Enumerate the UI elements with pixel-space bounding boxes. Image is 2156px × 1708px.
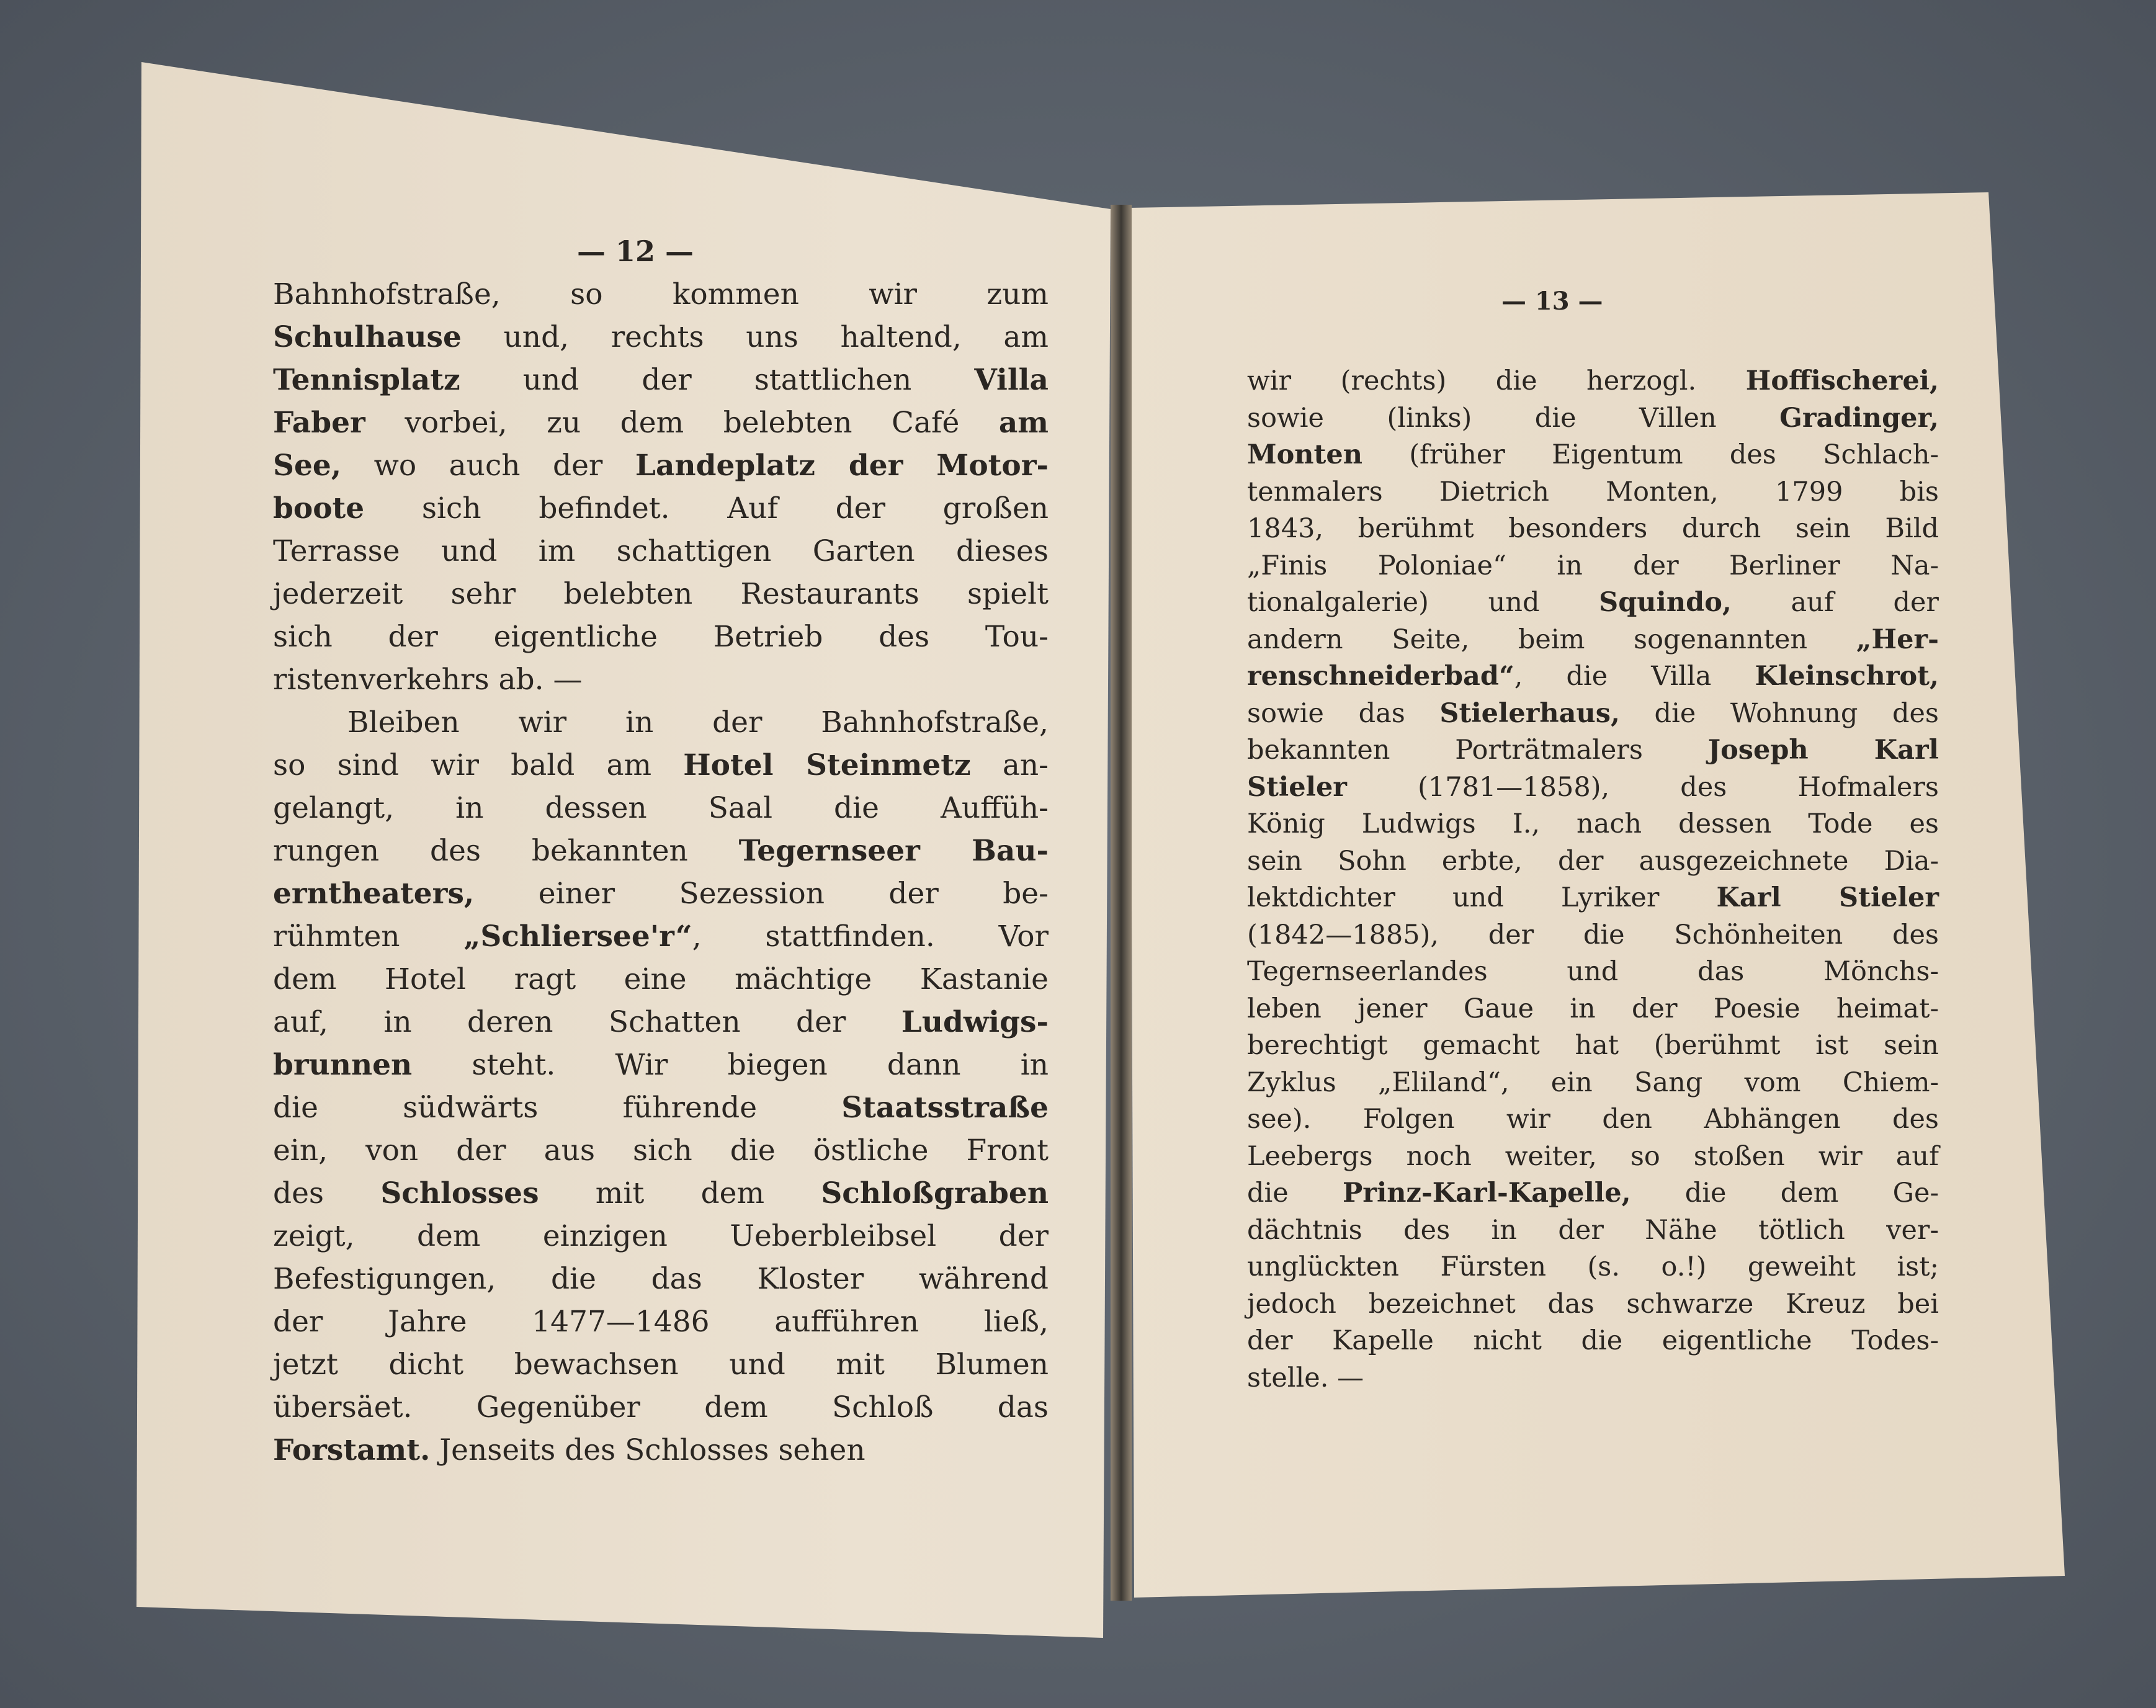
text-line — [273, 829, 1049, 872]
text-run: bekannten Porträtmalers — [1247, 735, 1708, 766]
text-run: steht. Wir biegen dann in — [412, 1048, 1049, 1082]
text-run: die — [1247, 1178, 1343, 1209]
text-run: jederzeit sehr belebten Restaurants spielt — [273, 577, 1049, 611]
text-run: die dem Ge- — [1630, 1178, 1939, 1209]
text-run: dächtnis des in der Nähe tötlich ver- — [1247, 1214, 1939, 1246]
bold-text: See, — [273, 449, 342, 483]
bold-text: am — [998, 406, 1049, 440]
text-run: Bahnhofstraße, so kommen wir zum — [273, 277, 1049, 311]
bold-text: Schlosses — [380, 1176, 539, 1210]
text-run: tionalgalerie) und — [1247, 587, 1599, 618]
bold-text: Hotel Steinmetz — [683, 748, 971, 782]
bold-text: renschneiderbad“ — [1247, 661, 1514, 692]
bold-text: „Schliersee'r“ — [463, 919, 692, 954]
text-run: stelle. — — [1247, 1362, 1364, 1393]
bold-text: brunnen — [273, 1048, 413, 1082]
text-line — [273, 444, 1049, 487]
text-line — [273, 658, 1049, 701]
text-line — [1247, 1323, 1939, 1360]
bold-text: Stielerhaus, — [1439, 697, 1620, 729]
text-run: , stattfinden. Vor — [692, 919, 1049, 954]
bold-text: erntheaters, — [273, 877, 475, 911]
bold-text: Tennisplatz — [273, 363, 460, 397]
text-run: zeigt, dem einzigen Ueberbleibsel der — [273, 1219, 1049, 1253]
text-line — [273, 1258, 1049, 1300]
text-line — [1247, 400, 1939, 437]
text-line — [273, 487, 1049, 530]
bold-text: Tegernseer Bau- — [738, 834, 1049, 868]
text-run: unglückten Fürsten (s. o.!) geweiht ist; — [1247, 1251, 1939, 1282]
text-run: sowie das — [1247, 697, 1440, 729]
text-run: , die Villa — [1514, 661, 1755, 692]
text-line — [273, 615, 1049, 658]
text-run: rühmten — [273, 919, 464, 954]
text-line — [273, 1386, 1049, 1429]
bold-text: Joseph Karl — [1707, 735, 1939, 766]
text-run: wo auch der — [341, 449, 635, 483]
text-run: und, rechts uns haltend, am — [461, 320, 1049, 354]
text-run: (1781—1858), des Hofmalers — [1346, 771, 1939, 803]
text-run: wir (rechts) die herzogl. — [1247, 365, 1746, 396]
text-line — [273, 701, 1049, 744]
text-run: sich der eigentliche Betrieb des Tou- — [273, 620, 1049, 654]
text-line — [1247, 1138, 1939, 1176]
text-line — [1247, 511, 1939, 548]
bold-text: boote — [273, 491, 365, 525]
text-run: die Wohnung des — [1619, 697, 1939, 729]
text-run: sein Sohn erbte, der ausgezeichnete Dia- — [1247, 845, 1939, 877]
text-line — [273, 787, 1049, 829]
bold-text: Forstamt. — [273, 1433, 431, 1467]
text-run: ein, von der aus sich die östliche Front — [273, 1133, 1049, 1168]
right-page-text — [1247, 363, 1939, 1397]
bold-text: Schloßgraben — [821, 1176, 1049, 1210]
text-line — [1247, 1212, 1939, 1250]
text-run: an- — [970, 748, 1049, 782]
text-line — [1247, 1249, 1939, 1286]
text-line — [1247, 954, 1939, 991]
text-line — [1247, 548, 1939, 585]
text-line — [273, 1343, 1049, 1386]
text-line — [273, 915, 1049, 958]
text-run: „Finis Poloniae“ in der Berliner Na- — [1247, 550, 1939, 581]
bold-text: Kleinschrot, — [1755, 661, 1939, 692]
text-run: und der stattlichen — [460, 363, 975, 397]
bold-text: Landeplatz der Motor- — [635, 449, 1049, 483]
text-line — [1247, 1175, 1939, 1212]
text-line — [1247, 474, 1939, 511]
text-run: (früher Eigentum des Schlach- — [1362, 439, 1939, 470]
bold-text: Ludwigs- — [901, 1005, 1049, 1039]
bold-text: „Her- — [1856, 624, 1939, 655]
text-run: König Ludwigs I., nach dessen Tode es — [1247, 808, 1939, 839]
text-run: jedoch bezeichnet das schwarze Kreuz bei — [1247, 1288, 1939, 1320]
text-line — [1247, 695, 1939, 733]
bold-text: Schulhause — [273, 320, 462, 354]
text-run: lektdichter und Lyriker — [1247, 882, 1717, 913]
bold-text: Monten — [1247, 439, 1363, 470]
text-run: (1842—1885), der die Schönheiten des — [1247, 919, 1939, 950]
text-run: auf, in deren Schatten der — [273, 1005, 901, 1039]
text-line — [1247, 437, 1939, 474]
text-run: Jenseits des Schlosses sehen — [430, 1433, 866, 1467]
text-line — [273, 1129, 1049, 1172]
text-run: tenmalers Dietrich Monten, 1799 bis — [1247, 476, 1939, 507]
text-line — [1247, 880, 1939, 917]
text-run: übersäet. Gegenüber dem Schloß das — [273, 1390, 1049, 1424]
text-run: rungen des bekannten — [273, 834, 739, 868]
text-run: Leebergs noch weiter, so stoßen wir auf — [1247, 1140, 1939, 1172]
text-run: der Kapelle nicht die eigentliche Todes- — [1247, 1325, 1939, 1356]
text-run: leben jener Gaue in der Poesie heimat- — [1247, 993, 1939, 1024]
text-run: so sind wir bald am — [273, 748, 684, 782]
text-line — [1247, 1101, 1939, 1138]
text-run: der Jahre 1477—1486 aufführen ließ, — [273, 1305, 1049, 1339]
text-line — [1247, 769, 1939, 807]
text-run: Terrasse und im schattigen Garten dieses — [273, 534, 1049, 568]
text-line — [273, 573, 1049, 615]
text-run: Tegernseerlandes und das Mönchs- — [1247, 956, 1939, 987]
text-line — [273, 316, 1049, 359]
bold-text: Villa — [974, 363, 1049, 397]
book-gutter — [1111, 205, 1132, 1601]
text-run: 1843, berühmt besonders durch sein Bild — [1247, 513, 1939, 544]
text-run: dem Hotel ragt eine mächtige Kastanie — [273, 962, 1049, 996]
text-line — [273, 1001, 1049, 1044]
text-line — [1247, 584, 1939, 622]
left-page-text — [273, 273, 1049, 1472]
text-line — [1247, 1286, 1939, 1323]
text-run: sowie (links) die Villen — [1247, 402, 1780, 434]
page-number-left: — 12 — — [577, 235, 694, 268]
bold-text: Hoffischerei, — [1745, 365, 1939, 396]
text-run: Befestigungen, die das Kloster während — [273, 1262, 1049, 1296]
text-line — [1247, 1027, 1939, 1065]
text-line — [273, 530, 1049, 573]
text-line — [273, 872, 1049, 915]
text-run: vorbei, zu dem belebten Café — [365, 406, 999, 440]
text-line — [1247, 1065, 1939, 1102]
text-line — [273, 273, 1049, 316]
bold-text: Squindo, — [1599, 587, 1732, 618]
text-run: berechtigt gemacht hat (berühmt ist sein — [1247, 1030, 1939, 1061]
text-line — [1247, 843, 1939, 880]
bold-text: Prinz-Karl-Kapelle, — [1342, 1178, 1631, 1209]
text-line — [1247, 917, 1939, 954]
bold-text: Stieler — [1247, 771, 1347, 803]
text-run: jetzt dicht bewachsen und mit Blumen — [273, 1348, 1049, 1382]
page-number-right: — 13 — — [1501, 287, 1603, 316]
text-run: mit dem — [539, 1176, 821, 1210]
text-run: die südwärts führende — [273, 1091, 842, 1125]
text-line — [273, 958, 1049, 1001]
text-line — [1247, 1360, 1939, 1397]
text-run: einer Sezession der be- — [474, 877, 1049, 911]
text-run: des — [273, 1176, 381, 1210]
text-line — [273, 1044, 1049, 1086]
text-run: see). Folgen wir den Abhängen des — [1247, 1104, 1939, 1135]
text-line — [273, 1086, 1049, 1129]
text-line — [273, 359, 1049, 401]
text-line — [273, 1215, 1049, 1258]
text-line — [1247, 658, 1939, 695]
text-run: sich befindet. Auf der großen — [364, 491, 1049, 525]
text-line — [1247, 622, 1939, 659]
bold-text: Karl Stieler — [1716, 882, 1939, 913]
text-run: ristenverkehrs ab. — — [273, 663, 583, 697]
text-line — [273, 1300, 1049, 1343]
text-line — [1247, 806, 1939, 843]
text-run: gelangt, in dessen Saal die Auffüh- — [273, 791, 1049, 825]
text-line — [1247, 991, 1939, 1028]
text-line — [273, 1172, 1049, 1215]
text-line — [1247, 363, 1939, 400]
text-run: andern Seite, beim sogenannten — [1247, 624, 1856, 655]
bold-text: Faber — [273, 406, 365, 440]
text-run: auf der — [1731, 587, 1939, 618]
text-run: Zyklus „Eliland“, ein Sang vom Chiem- — [1247, 1066, 1939, 1098]
bold-text: Staatsstraße — [841, 1091, 1049, 1125]
text-line — [1247, 732, 1939, 769]
text-line — [273, 1429, 1049, 1472]
bold-text: Gradinger, — [1779, 402, 1939, 434]
text-line — [273, 401, 1049, 444]
text-line — [273, 744, 1049, 787]
text-run: Bleiben wir in der Bahnhofstraße, — [347, 705, 1049, 740]
